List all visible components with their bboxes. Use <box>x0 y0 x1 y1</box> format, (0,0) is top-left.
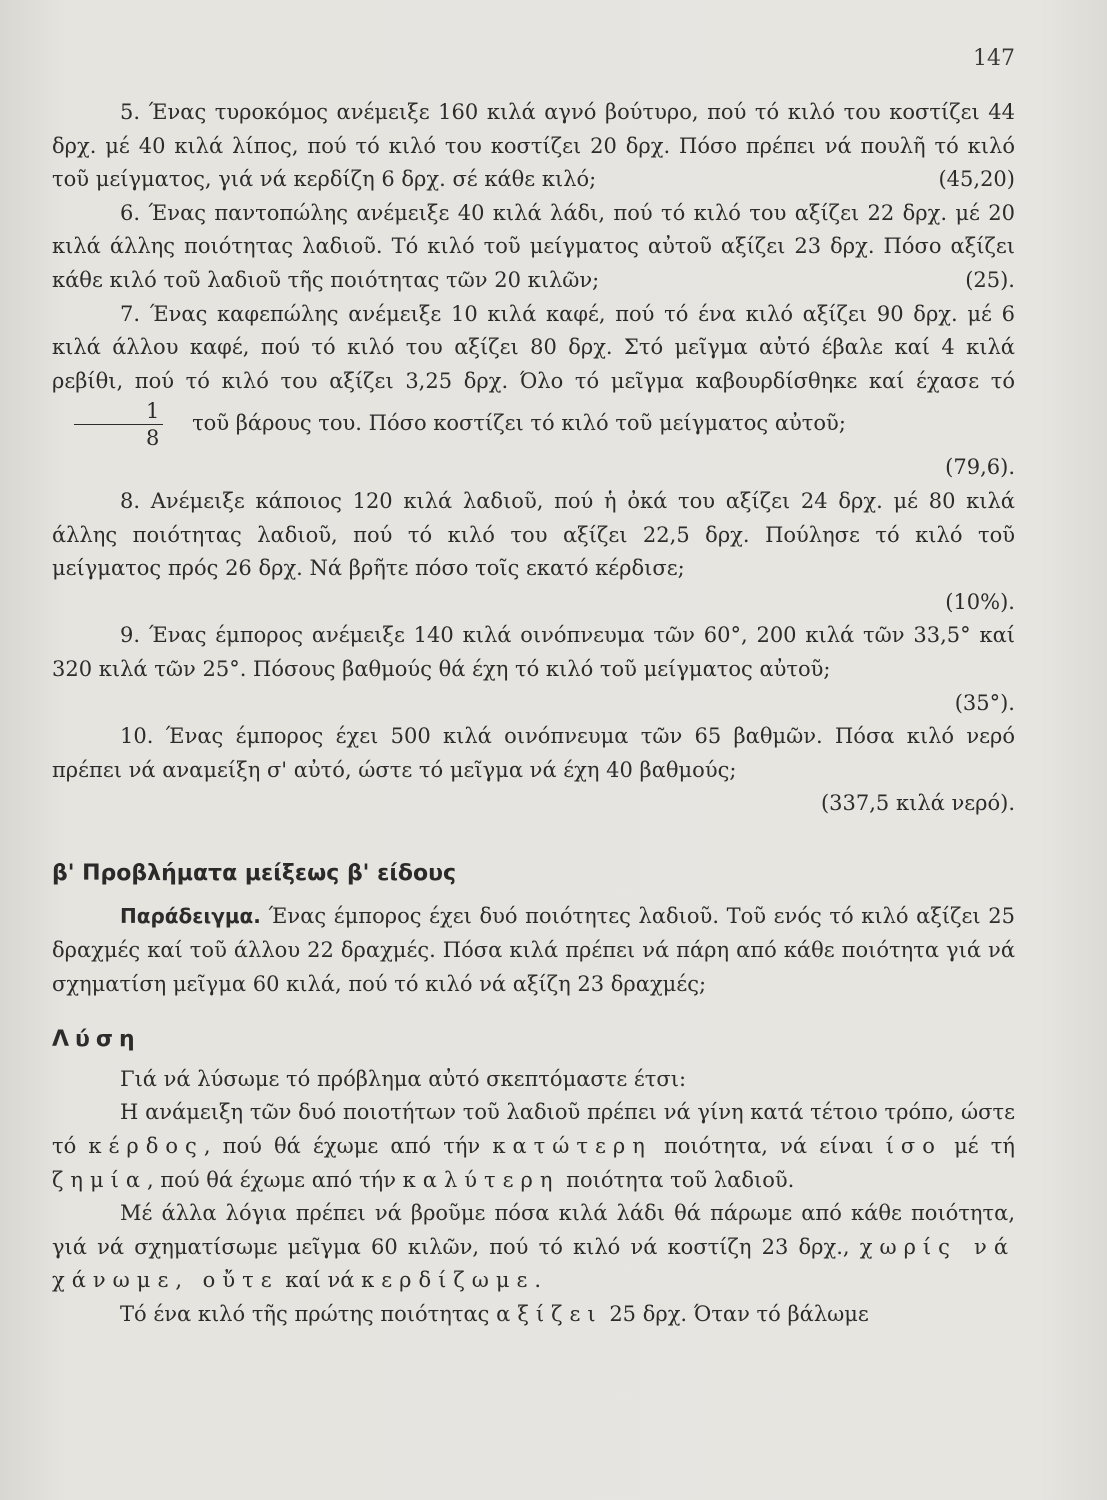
fraction-numerator: 1 <box>74 398 163 425</box>
solution-paragraph-4 <box>52 1298 1015 1332</box>
solution-paragraph-3 <box>52 1197 1015 1298</box>
problem-answer: (79,6). <box>945 455 1015 480</box>
text: Η ανάμειξη τῶν δυό ποιοτήτων τοῦ λαδιοῦ πρέπει νά γίνη κατά τέτοιο τρόπο, ώστε τό <box>52 1100 1015 1159</box>
emphasis-kalyteri: καλύτερη <box>402 1167 560 1192</box>
emphasis-zimia: ζημία <box>52 1167 148 1192</box>
emphasis-iso: ίσο <box>885 1134 942 1159</box>
emphasis-katoteri: κατώτερη <box>492 1134 652 1159</box>
problem-5 <box>52 96 1015 197</box>
problem-10 <box>52 720 1015 821</box>
text: Μέ άλλα λόγια πρέπει νά βροῦμε πόσα κιλά λάδι θά πάρωμε από κάθε ποιότητα, γιά νά σχηματίσωμε μεῖγμα 60 κιλῶν, πού τό κιλό νά κοστίζη 23 δρχ., <box>52 1201 1015 1259</box>
fraction <box>74 398 163 451</box>
fraction-denominator: 8 <box>146 426 160 451</box>
problem-text: 6. Ένας παντοπώλης ανέμειξε 40 κιλά λάδι, πού τό κιλό του αξίζει 22 δρχ. μέ 20 κιλά άλλης ποιότητας λαδιοῦ. Τό κιλό τοῦ μείγματος αὐτοῦ αξίζει 23 δρχ. Πόσο αξίζει κάθε κιλό τοῦ λαδιοῦ τῆς ποιότητας τῶν 20 κιλῶν; <box>52 200 1015 292</box>
example-text: Ένας έμπορος έχει δυό ποιότητες λαδιοῦ. Τοῦ ενός τό κιλό αξίζει 25 δραχμές καί τοῦ άλλου 22 δραχμές. Πόσα κιλά πρέπει νά πάρη από κάθε ποιότητα γιά νά σχηματίση μεῖγμα 60 κιλά, πού τό κιλό νά αξίζη 23 δραχμές; <box>52 904 1015 996</box>
page-content <box>52 46 1015 1332</box>
emphasis-xoris: χωρίς νά χάνωμε, οὔτε <box>52 1234 1016 1293</box>
text: ποιότητα, νά είναι <box>663 1134 874 1159</box>
problem-answer: (337,5 κιλά νερό). <box>820 791 1015 816</box>
solution-title: Λύση <box>52 1027 141 1053</box>
text: Τό ένα κιλό τῆς πρώτης ποιότητας <box>120 1302 490 1326</box>
page-number: 147 <box>973 46 1015 71</box>
problem-text: 10. Ένας έμπορος έχει 500 κιλά οινόπνευμα τῶν 65 βαθμῶν. Πόσα κιλό νερό πρέπει νά αναμείξη σ' αὐτό, ώστε τό μεῖγμα νά έχη 40 βαθμούς; <box>52 724 1015 782</box>
problem-7 <box>52 298 1015 485</box>
text: , πού θά έχωμε από τήν <box>147 1167 396 1192</box>
section-title: β' Προβλήματα μείξεως β' είδους <box>52 860 457 886</box>
problem-8 <box>52 485 1015 619</box>
solution-paragraph-2 <box>52 1096 1015 1197</box>
problem-answer: (25). <box>965 267 1015 292</box>
problem-9 <box>52 619 1015 720</box>
text: καί νά <box>285 1268 355 1293</box>
emphasis-kerdizome: κερδίζωμε. <box>361 1268 549 1293</box>
example-label: Παράδειγμα. <box>120 904 261 929</box>
text: μέ τή <box>954 1134 1015 1159</box>
problem-text: 5. Ένας τυροκόμος ανέμειξε 160 κιλά αγνό βούτυρο, πού τό κιλό του κοστίζει 44 δρχ. μέ 40 κιλά λίπος, πού τό κιλό του κοστίζει 20 δρχ. Πόσο πρέπει νά πουλῆ τό κιλό τοῦ μείγματος, γιά νά κερδίζη 6 δρχ. σέ κάθε κιλό; <box>52 100 1015 192</box>
problem-text: 7. Ένας καφεπώλης ανέμειξε 10 κιλά καφέ, πού τό ένα κιλό αξίζει 90 δρχ. μέ 6 κιλά άλλου καφέ, πού τό κιλό του αξίζει 80 δρχ. Στό μεῖγμα αὐτό έβαλε καί 4 κιλά ρεβίθι, πού τό κιλό του αξίζει 3,25 δρχ. Όλο τό μεῖγμα καβουρδίσθηκε καί έχασε τό <box>52 301 1015 393</box>
text: 25 δρχ. Όταν τό βάλωμε <box>609 1302 869 1326</box>
problem-answer: (10%). <box>945 589 1015 614</box>
problem-6 <box>52 197 1015 298</box>
emphasis-kerdos: κέρδος <box>88 1134 204 1159</box>
problem-answer: (45,20) <box>938 167 1015 192</box>
example-paragraph <box>52 900 1015 1001</box>
text: , πού θά έχωμε από τήν <box>203 1134 481 1159</box>
solution-paragraph-1: Γιά νά λύσωμε τό πρόβλημα αὐτό σκεπτόμαστε έτσι: <box>120 1066 687 1091</box>
problem-text-continued: τοῦ βάρους του. Πόσο κοστίζει τό κιλό τοῦ μείγματος αὐτοῦ; <box>192 411 846 436</box>
problem-answer: (35°). <box>954 690 1015 715</box>
emphasis-axizei: αξίζει <box>496 1302 603 1326</box>
problem-text: 8. Ανέμειξε κάποιος 120 κιλά λαδιοῦ, πού ἡ ὀκά του αξίζει 24 δρχ. μέ 80 κιλά άλλης ποιότητας λαδιοῦ, πού τό κιλό του αξίζει 22,5 δρχ. Πούλησε τό κιλό τοῦ μείγματος πρός 26 δρχ. Νά βρῆτε πόσο τοῖς εκατό κέρδισε; <box>52 488 1015 581</box>
text: ποιότητα τοῦ λαδιοῦ. <box>566 1167 795 1192</box>
problem-text: 9. Ένας έμπορος ανέμειξε 140 κιλά οινόπνευμα τῶν 60°, 200 κιλά τῶν 33,5° καί 320 κιλά τῶν 25°. Πόσους βαθμούς θά έχη τό κιλό τοῦ μείγματος αὐτοῦ; <box>52 623 1015 681</box>
